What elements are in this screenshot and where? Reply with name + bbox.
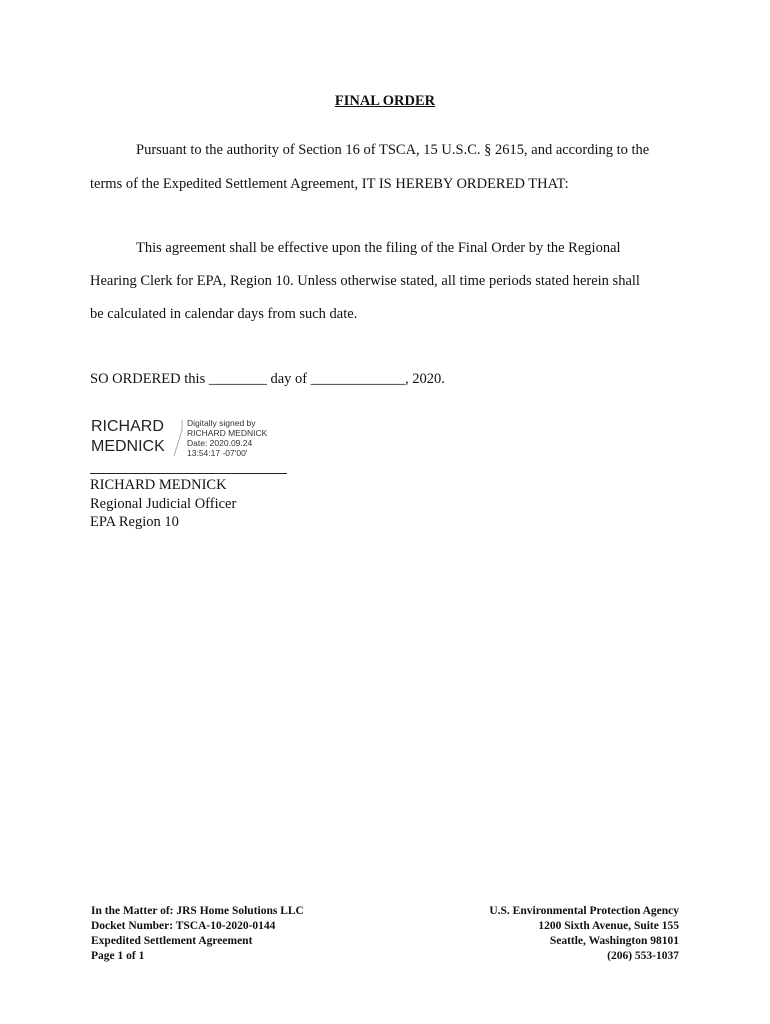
footer-phone: (206) 553-1037 bbox=[607, 950, 679, 962]
digital-signature-line-2: RICHARD MEDNICK bbox=[187, 428, 268, 438]
footer-case-info bbox=[91, 904, 304, 964]
footer-docket: Docket Number: TSCA-10-2020-0144 bbox=[91, 920, 276, 932]
so-ordered-line: SO ORDERED this ________ day of _____________, 2020. bbox=[90, 371, 445, 387]
paragraph-1-line-1: Pursuant to the authority of Section 16 of TSCA, 15 U.S.C. § 2615, and according to the bbox=[136, 142, 650, 158]
footer-page-number: Page 1 of 1 bbox=[91, 950, 145, 962]
footer-address-street: 1200 Sixth Avenue, Suite 155 bbox=[538, 920, 679, 932]
footer-agency-info bbox=[489, 904, 679, 964]
signature-divider-mark bbox=[168, 418, 188, 458]
signature-line bbox=[90, 473, 287, 474]
document-title: FINAL ORDER bbox=[334, 93, 436, 109]
paragraph-2-line-1: This agreement shall be effective upon the filing of the Final Order by the Regional bbox=[136, 240, 621, 256]
signer-block bbox=[90, 476, 236, 532]
footer-agreement: Expedited Settlement Agreement bbox=[91, 935, 253, 947]
digital-signature-details bbox=[187, 418, 267, 458]
paragraph-2-line-3: be calculated in calendar days from such date. bbox=[90, 306, 358, 322]
footer-address-city: Seattle, Washington 98101 bbox=[549, 935, 679, 947]
signer-office: EPA Region 10 bbox=[90, 514, 179, 530]
signature-name-last: MEDNICK bbox=[91, 438, 165, 455]
paragraph-2-line-2: Hearing Clerk for EPA, Region 10. Unless otherwise stated, all time periods stated herein shall bbox=[90, 273, 640, 289]
digital-signature-line-4: 13:54:17 -07'00' bbox=[187, 448, 248, 458]
signer-name: RICHARD MEDNICK bbox=[90, 477, 227, 493]
signature-name bbox=[91, 417, 165, 457]
footer-agency-name: U.S. Environmental Protection Agency bbox=[489, 905, 679, 917]
signer-title: Regional Judicial Officer bbox=[90, 495, 237, 512]
digital-signature-line-3: Date: 2020.09.24 bbox=[187, 438, 253, 448]
footer-matter: In the Matter of: JRS Home Solutions LLC bbox=[91, 905, 304, 917]
signature-name-first: RICHARD bbox=[91, 418, 164, 435]
paragraph-1-line-2: terms of the Expedited Settlement Agreement, IT IS HEREBY ORDERED THAT: bbox=[90, 176, 569, 192]
digital-signature-line-1: Digitally signed by bbox=[187, 418, 256, 428]
